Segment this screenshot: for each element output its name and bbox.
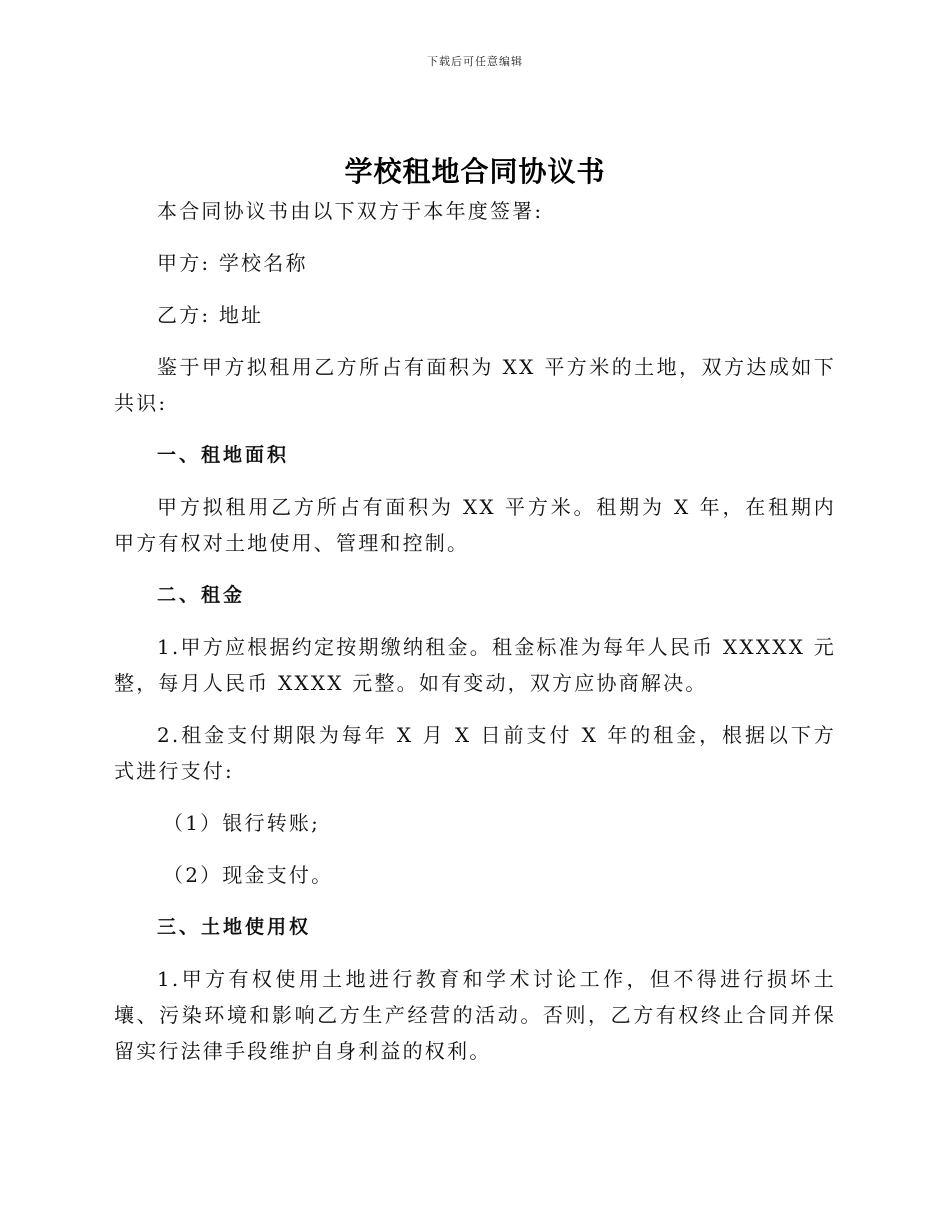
document-body — [114, 193, 836, 1085]
land-use-clause-1: 1.甲方有权使用土地进行教育和学术讨论工作，但不得进行损坏土壤、污染环境和影响乙方生产经营的活动。否则，乙方有权终止合同并保留实行法律手段维护自身利益的权利。 — [114, 967, 836, 1063]
preamble-paragraph: 鉴于甲方拟租用乙方所占有面积为 XX 平方米的土地，双方达成如下共识: — [114, 355, 836, 415]
intro-paragraph: 本合同协议书由以下双方于本年度签署: — [157, 199, 544, 223]
payment-method-bank-transfer: （1）银行转账; — [163, 811, 321, 835]
section-heading-rent: 二、租金 — [157, 584, 246, 606]
payment-method-cash: （2）现金支付。 — [163, 863, 334, 887]
section-area-paragraph: 甲方拟租用乙方所占有面积为 XX 平方米。租期为 X 年，在租期内甲方有权对土地使用、管理和控制。 — [114, 495, 836, 555]
header-note: 下载后可任意编辑 — [427, 55, 523, 68]
document-title: 学校租地合同协议书 — [344, 155, 606, 188]
party-a-line: 甲方: 学校名称 — [157, 251, 308, 275]
section-heading-land-use: 三、土地使用权 — [157, 916, 312, 938]
rent-clause-1: 1.甲方应根据约定按期缴纳租金。租金标准为每年人民币 XXXXX 元整，每月人民币 XXXX 元整。如有变动，双方应协商解决。 — [114, 635, 836, 695]
rent-clause-2: 2.租金支付期限为每年 X 月 X 日前支付 X 年的租金，根据以下方式进行支付: — [114, 723, 836, 783]
section-heading-area: 一、租地面积 — [157, 444, 290, 466]
party-b-line: 乙方: 地址 — [157, 303, 264, 327]
